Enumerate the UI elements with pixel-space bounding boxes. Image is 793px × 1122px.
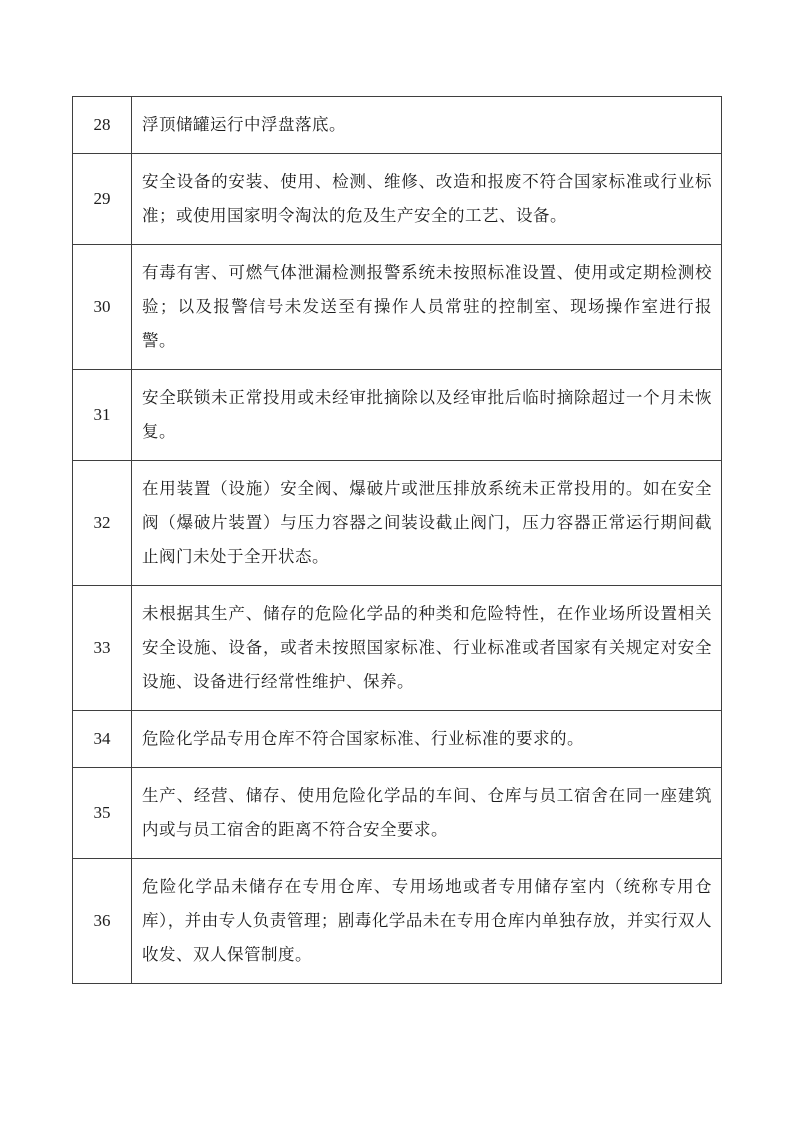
violations-table-body — [73, 97, 722, 984]
violation-text-cell: 安全联锁未正常投用或未经审批摘除以及经审批后临时摘除超过一个月未恢复。 — [132, 370, 722, 461]
table-row — [73, 768, 722, 859]
violations-table — [72, 96, 722, 984]
violation-text-cell: 生产、经营、储存、使用危险化学品的车间、仓库与员工宿舍在同一座建筑内或与员工宿舍的距离不符合安全要求。 — [132, 768, 722, 859]
row-number-cell: 35 — [73, 768, 132, 859]
row-number-cell: 34 — [73, 711, 132, 768]
violation-text-cell: 在用装置（设施）安全阀、爆破片或泄压排放系统未正常投用的。如在安全阀（爆破片装置）与压力容器之间装设截止阀门，压力容器正常运行期间截止阀门未处于全开状态。 — [132, 461, 722, 586]
violation-text-cell: 安全设备的安装、使用、检测、维修、改造和报废不符合国家标准或行业标准；或使用国家明令淘汰的危及生产安全的工艺、设备。 — [132, 154, 722, 245]
row-number-cell: 29 — [73, 154, 132, 245]
violation-text-cell: 危险化学品专用仓库不符合国家标准、行业标准的要求的。 — [132, 711, 722, 768]
table-row — [73, 370, 722, 461]
table-row — [73, 711, 722, 768]
row-number-cell: 28 — [73, 97, 132, 154]
row-number-cell: 30 — [73, 245, 132, 370]
table-row — [73, 245, 722, 370]
violation-text-cell: 浮顶储罐运行中浮盘落底。 — [132, 97, 722, 154]
row-number-cell: 31 — [73, 370, 132, 461]
violation-text-cell: 有毒有害、可燃气体泄漏检测报警系统未按照标准设置、使用或定期检测校验；以及报警信号未发送至有操作人员常驻的控制室、现场操作室进行报警。 — [132, 245, 722, 370]
table-row — [73, 154, 722, 245]
violation-text-cell: 危险化学品未储存在专用仓库、专用场地或者专用储存室内（统称专用仓库），并由专人负责管理；剧毒化学品未在专用仓库内单独存放，并实行双人收发、双人保管制度。 — [132, 859, 722, 984]
table-row — [73, 461, 722, 586]
table-row — [73, 97, 722, 154]
row-number-cell: 33 — [73, 586, 132, 711]
row-number-cell: 32 — [73, 461, 132, 586]
table-row — [73, 859, 722, 984]
table-row — [73, 586, 722, 711]
violation-text-cell: 未根据其生产、储存的危险化学品的种类和危险特性，在作业场所设置相关安全设施、设备，或者未按照国家标准、行业标准或者国家有关规定对安全设施、设备进行经常性维护、保养。 — [132, 586, 722, 711]
row-number-cell: 36 — [73, 859, 132, 984]
